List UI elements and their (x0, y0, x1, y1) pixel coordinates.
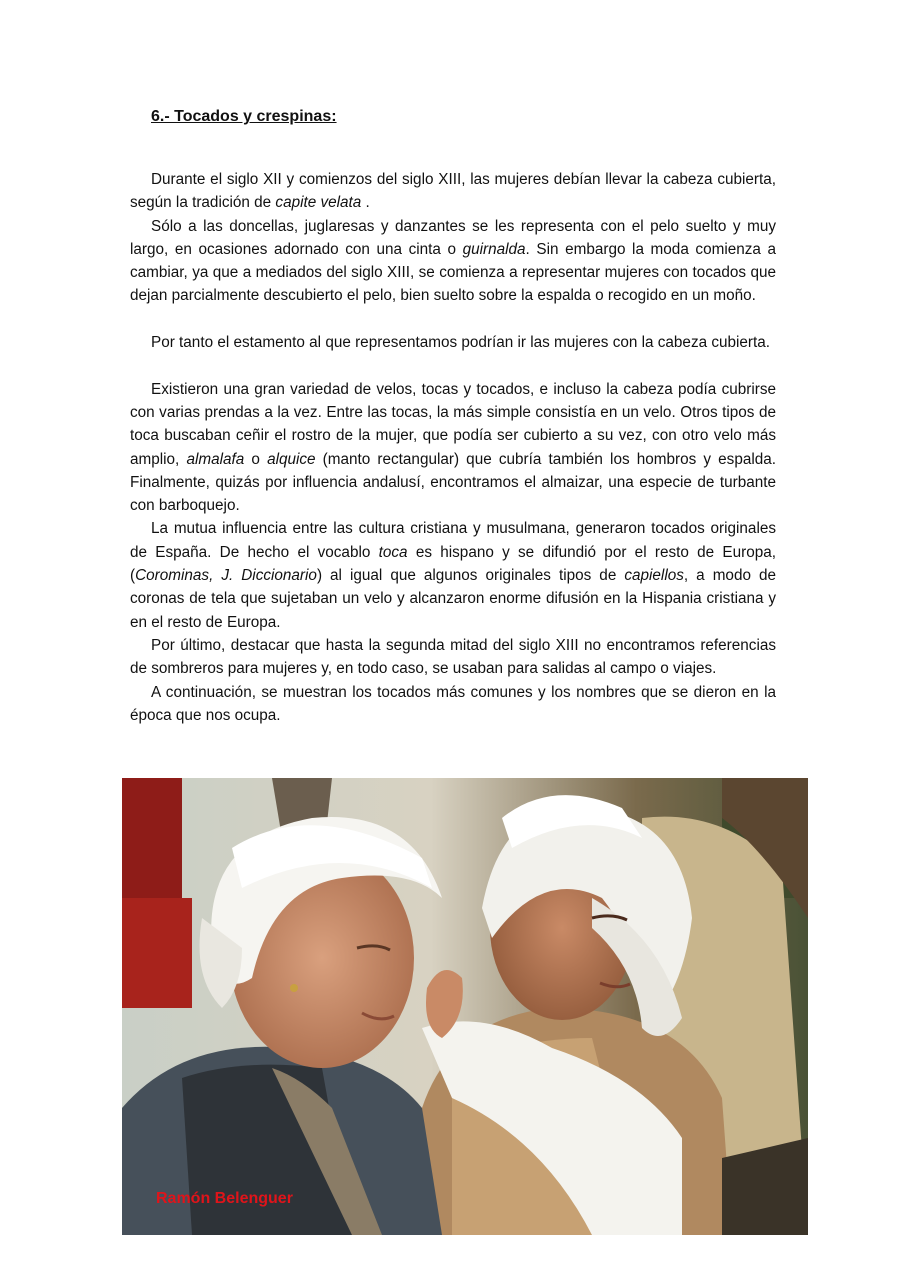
paragraph-5: La mutua influencia entre las cultura cristiana y musulmana, generaron tocados originales de España. De hecho el vocablo toca es hispano y se difundió por el resto de Europa, (Corominas, J. Diccionario) al igual que algunos originales tipos de capiellos, a modo de coronas de tela que sujetaban un velo y alcanzaron enorme difusión en la Hispania cristiana y en el resto de Europa. (130, 520, 776, 631)
photo-illustration (122, 778, 808, 1235)
paragraph-3: Por tanto el estamento al que representamos podrían ir las mujeres con la cabeza cubierta. (151, 334, 771, 352)
body-text (130, 168, 776, 727)
section-heading: 6.- Tocados y crespinas: (151, 108, 337, 125)
paragraph-1: Durante el siglo XII y comienzos del siglo XIII, las mujeres debían llevar la cabeza cubierta, según la tradición de capite velata . (130, 171, 776, 212)
photo-women-headdresses (122, 778, 808, 1235)
paragraph-2: Sólo a las doncellas, juglaresas y danzantes se les representa con el pelo suelto y muy largo, en ocasiones adornado con una cinta o guirnalda. Sin embargo la moda comienza a cambiar, ya que a mediados del siglo XIII, se comienza a representar mujeres con tocados que dejan parcialmente descubierto el pelo, bien suelto sobre la espalda o recogido en un moño. (130, 217, 776, 305)
photo-credit: Ramón Belenguer (156, 1190, 293, 1207)
paragraph-6: Por último, destacar que hasta la segunda mitad del siglo XIII no encontramos referencias de sombreros para mujeres y, en todo caso, se usaban para salidas al campo o viajes. (130, 636, 776, 678)
paragraph-4: Existieron una gran variedad de velos, tocas y tocados, e incluso la cabeza podía cubrirse con varias prendas a la vez. Entre las tocas, la más simple consistía en un velo. Otros tipos de toca buscaban ceñir el rostro de la mujer, que podía ser cubierto a su vez, con otro velo más amplio, almalafa o alquice (manto rectangular) que cubría también los hombros y espalda. Finalmente, quizás por influencia andalusí, encontramos el almaizar, una especie de turbante con barboquejo. (130, 380, 776, 515)
paragraph-7: A continuación, se muestran los tocados más comunes y los nombres que se dieron en la época que nos ocupa. (130, 683, 776, 724)
